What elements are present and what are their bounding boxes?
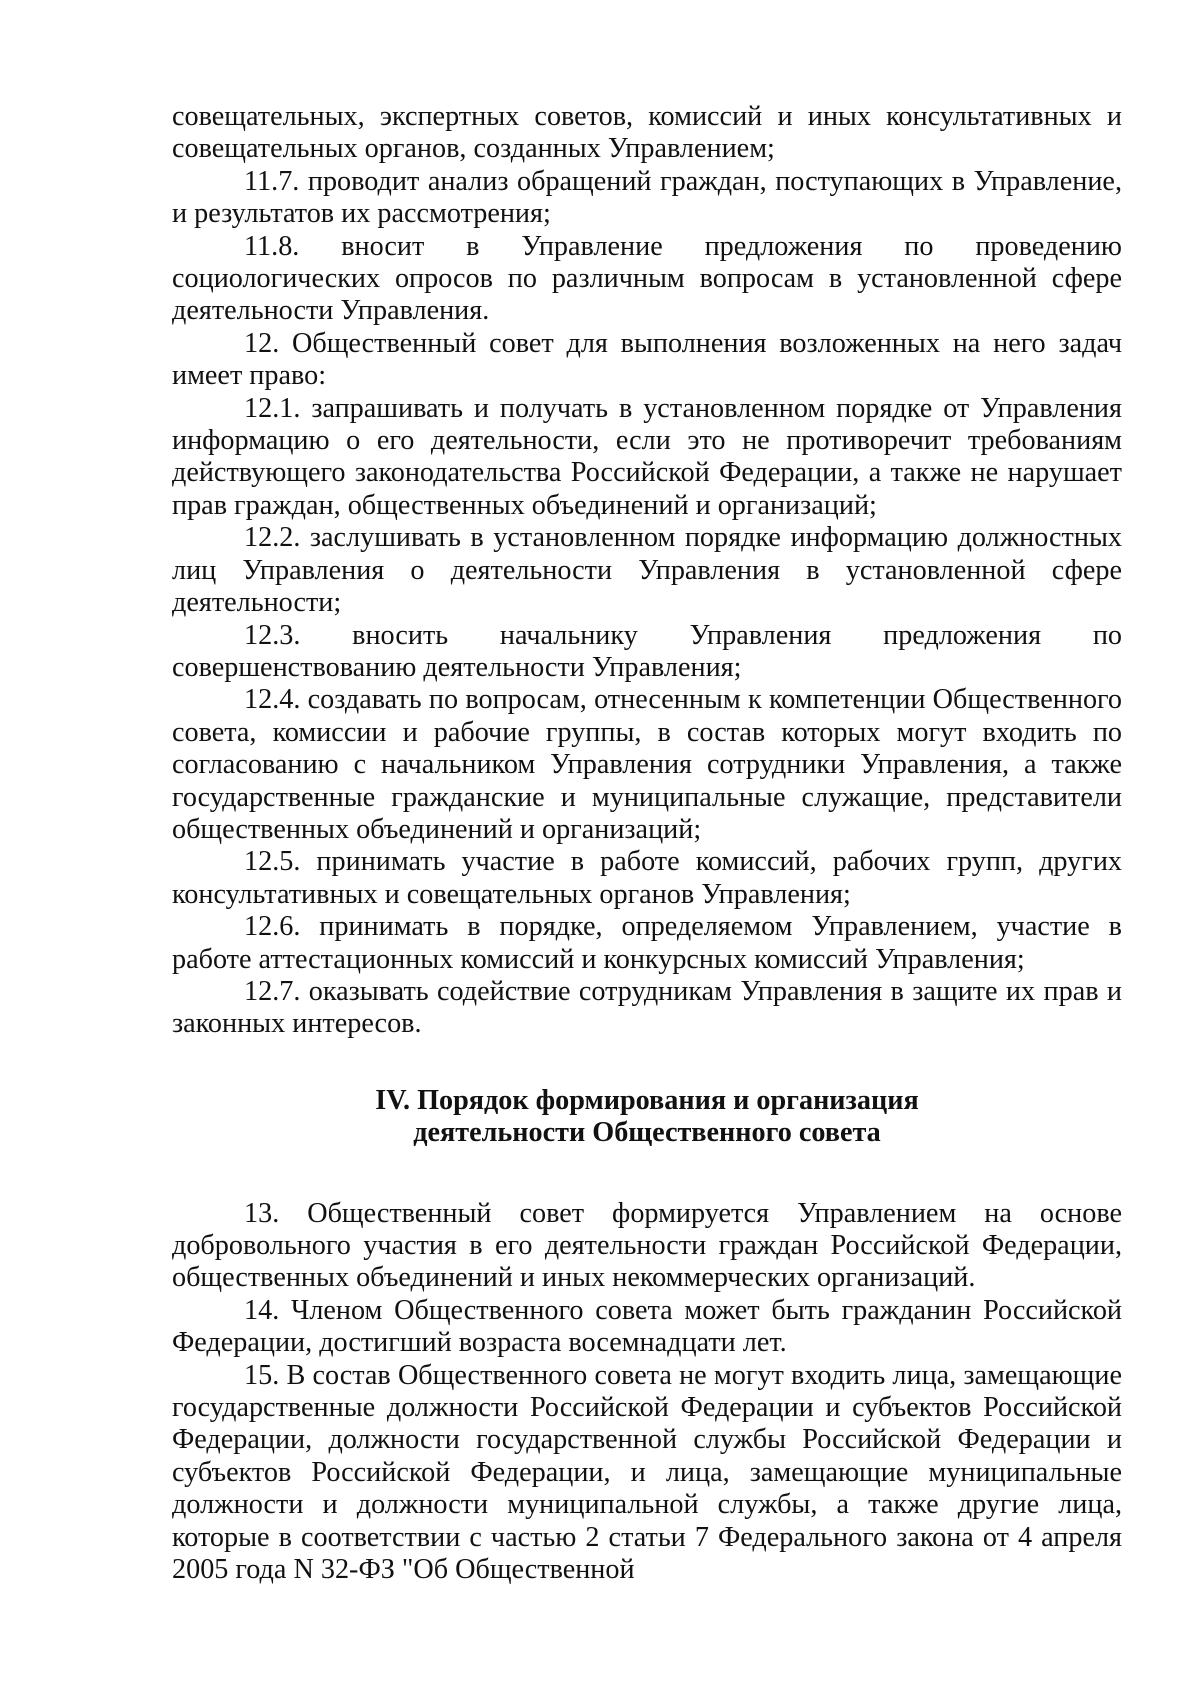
paragraph-15: 15. В состав Общественного совета не могут входить лица, замещающие государственные должности Российской Федерации и субъектов Российской Федерации, должности государственной службы Российской Федерации и субъектов Российской Федерации, и лица, замещающие муниципальные должности и должности муниципальной службы, а также другие лица, которые в соответствии с частью 2 статьи 7 Федерального закона от 4 апреля 2005 года N 32-ФЗ "Об Общественной [172, 1359, 1122, 1586]
paragraph-13: 13. Общественный совет формируется Управлением на основе добровольного участия в его деятельности граждан Российской Федерации, общественных объединений и иных некоммерческих организаций. [172, 1197, 1122, 1294]
paragraph-12-3: 12.3. вносить начальнику Управления предложения по совершенствованию деятельности Управления; [172, 619, 1122, 683]
paragraph-continuation: совещательных, экспертных советов, комиссий и иных консультативных и совещательных органов, созданных Управлением; [172, 101, 1122, 165]
paragraph-11-8: 11.8. вносит в Управление предложения по проведению социологических опросов по различным вопросам в установленной сфере деятельности Управления. [172, 230, 1122, 327]
paragraph-12: 12. Общественный совет для выполнения возложенных на него задач имеет право: [172, 327, 1122, 392]
paragraph-12-5: 12.5. принимать участие в работе комиссий, рабочих групп, других консультативных и совещательных органов Управления; [172, 846, 1122, 910]
document-page [172, 101, 1122, 1586]
paragraph-14: 14. Членом Общественного совета может быть гражданин Российской Федерации, достигший возраста восемнадцати лет. [172, 1294, 1122, 1359]
paragraph-12-1: 12.1. запрашивать и получать в установленном порядке от Управления информацию о его деятельности, если это не противоречит требованиям действующего законодательства Российской Федерации, а также не нарушает прав граждан, общественных объединений и организаций; [172, 392, 1122, 521]
paragraph-12-2: 12.2. заслушивать в установленном порядке информацию должностных лиц Управления о деятельности Управления в установленной сфере деятельности; [172, 522, 1122, 619]
section-heading-line-1: IV. Порядок формирования и организация [375, 1084, 919, 1116]
section-heading [172, 1085, 1122, 1150]
section-heading-line-2: деятельности Общественного совета [413, 1117, 881, 1149]
paragraph-12-4: 12.4. создавать по вопросам, отнесенным к компетенции Общественного совета, комиссии и рабочие группы, в состав которых могут входить по согласованию с начальником Управления сотрудники Управления, а также государственные гражданские и муниципальные служащие, представители общественных объединений и организаций; [172, 684, 1122, 845]
paragraph-12-6: 12.6. принимать в порядке, определяемом Управлением, участие в работе аттестационных комиссий и конкурсных комиссий Управления; [172, 911, 1122, 975]
paragraph-11-7: 11.7. проводит анализ обращений граждан, поступающих в Управление, и результатов их рассмотрения; [172, 165, 1122, 230]
paragraph-12-7: 12.7. оказывать содействие сотрудникам Управления в защите их прав и законных интересов. [172, 975, 1122, 1040]
